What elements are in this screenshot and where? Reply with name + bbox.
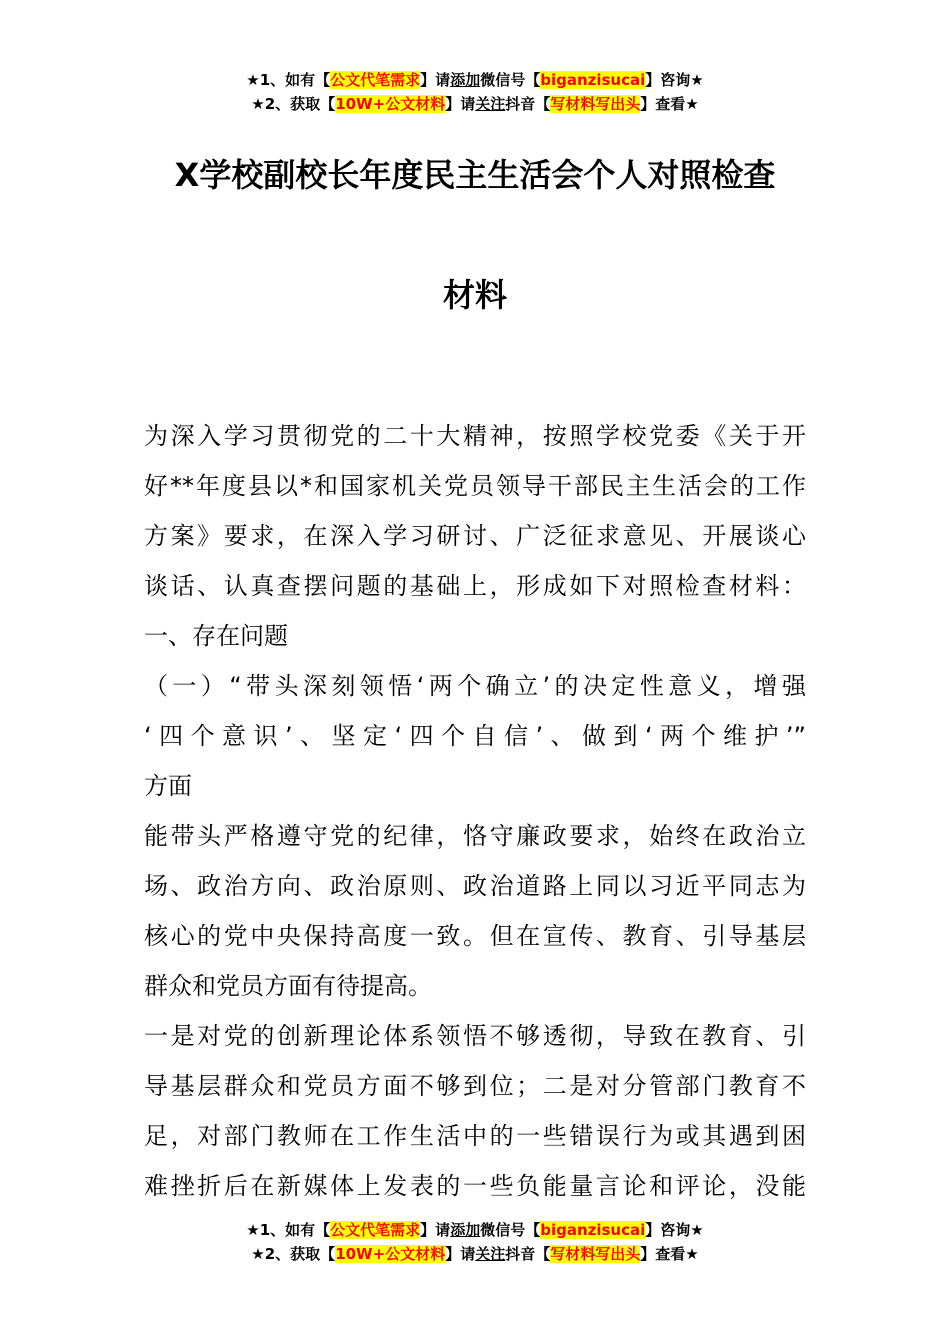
- banner-line-2: [0, 92, 950, 116]
- header-banner: [0, 68, 950, 116]
- banner-text: 抖音【: [505, 1245, 551, 1263]
- banner-line-1: [0, 1218, 950, 1242]
- document-title-line-2: 材料: [442, 276, 507, 314]
- banner-text: 微信号【: [480, 71, 541, 89]
- body-line: 核心的党中央保持高度一致。但在宣传、教育、引导基层: [144, 922, 806, 950]
- body-line: 方案》要求，在深入学习研讨、广泛征求意见、开展谈心: [144, 522, 806, 550]
- banner-highlight: 10W+公文材料: [335, 1245, 446, 1263]
- body-line: 好**年度县以*和国家机关党员领导干部民主生活会的工作: [144, 472, 806, 500]
- subsection-heading: （一）“带头深刻领悟‘两个确立’的决定性意义，增强: [144, 672, 806, 700]
- banner-text: 】请: [445, 1245, 476, 1263]
- body-line: 难挫折后在新媒体上发表的一些负能量言论和评论，没能: [144, 1172, 806, 1200]
- banner-text: 】请: [445, 95, 476, 113]
- banner-highlight: 10W+公文材料: [335, 95, 446, 113]
- body-line: 能带头严格遵守党的纪律，恪守廉政要求，始终在政治立: [144, 822, 806, 850]
- document-body: [144, 411, 806, 1211]
- banner-underlined: 关注: [475, 1245, 506, 1263]
- banner-text: 】咨询★: [645, 71, 704, 89]
- banner-text: 】请: [420, 1221, 451, 1239]
- body-line: 场、政治方向、政治原则、政治道路上同以习近平同志为: [144, 872, 806, 900]
- banner-text: 】查看★: [640, 95, 699, 113]
- banner-text: 微信号【: [480, 1221, 541, 1239]
- section-heading: 一、存在问题: [144, 622, 288, 650]
- body-line: 导基层群众和党员方面不够到位；二是对分管部门教育不: [144, 1072, 806, 1100]
- footer-banner: [0, 1218, 950, 1266]
- body-line: 为深入学习贯彻党的二十大精神，按照学校党委《关于开: [144, 422, 806, 450]
- banner-highlight: 公文代笔需求: [330, 71, 421, 89]
- banner-text: ★2、获取【: [251, 95, 336, 113]
- banner-text: ★1、如有【: [246, 1221, 331, 1239]
- banner-text: 】查看★: [640, 1245, 699, 1263]
- body-line: 群众和党员方面有待提高。: [144, 972, 432, 1000]
- body-line: 一是对党的创新理论体系领悟不够透彻，导致在教育、引: [144, 1022, 806, 1050]
- banner-line-1: [0, 68, 950, 92]
- banner-line-2: [0, 1242, 950, 1266]
- banner-text: ★2、获取【: [251, 1245, 336, 1263]
- body-line: 足，对部门教师在工作生活中的一些错误行为或其遇到困: [144, 1122, 806, 1150]
- banner-highlight: 写材料写出头: [550, 95, 641, 113]
- body-line: 谈话、认真查摆问题的基础上，形成如下对照检查材料：: [144, 572, 806, 600]
- banner-highlight: 写材料写出头: [550, 1245, 641, 1263]
- banner-highlight: 公文代笔需求: [330, 1221, 421, 1239]
- subsection-heading: ‘四个意识’、坚定‘四个自信’、做到‘两个维护’”: [144, 722, 806, 750]
- banner-underlined: 添加: [450, 1221, 481, 1239]
- banner-underlined: 关注: [475, 95, 506, 113]
- banner-text: 】咨询★: [645, 1221, 704, 1239]
- banner-text: ★1、如有【: [246, 71, 331, 89]
- banner-text: 抖音【: [505, 95, 551, 113]
- banner-text: 】请: [420, 71, 451, 89]
- banner-underlined: 添加: [450, 71, 481, 89]
- subsection-heading: 方面: [144, 772, 192, 800]
- document-title-line-1: X学校副校长年度民主生活会个人对照检查: [174, 156, 776, 194]
- banner-highlight: biganzisucai: [540, 1221, 646, 1239]
- banner-highlight: biganzisucai: [540, 71, 646, 89]
